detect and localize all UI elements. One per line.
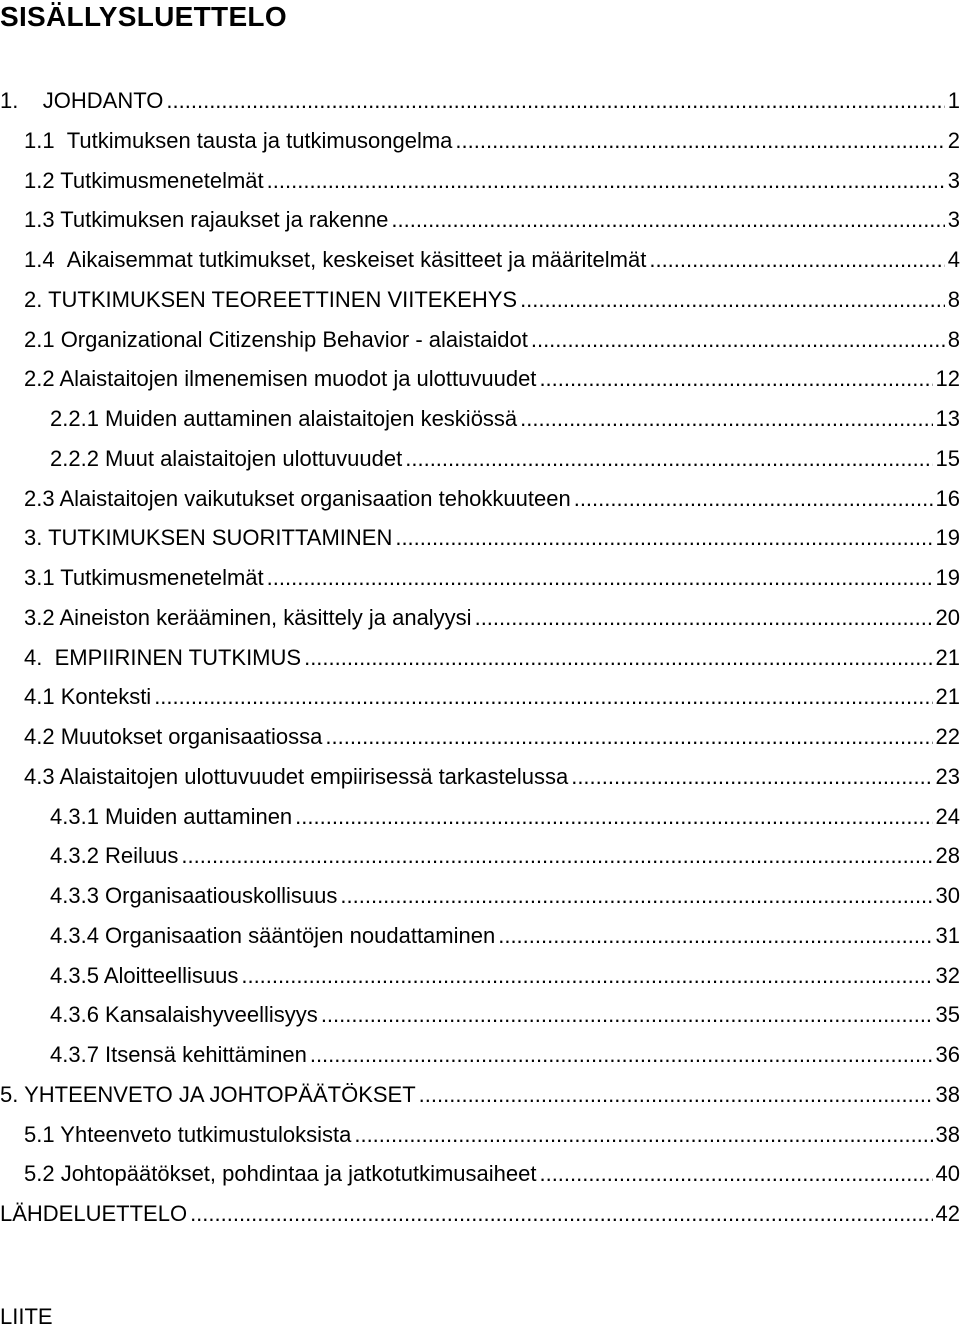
- toc-entry-line: [0, 1201, 960, 1227]
- toc-entry-line: [50, 446, 960, 472]
- toc-dot-leader: [304, 645, 932, 671]
- toc-dot-leader: [539, 1161, 932, 1187]
- toc-entry-title: 4. EMPIIRINEN TUTKIMUS: [24, 644, 302, 670]
- toc-entry-page-number: 19: [935, 565, 960, 590]
- toc-entry-page-number: 28: [935, 843, 960, 869]
- toc-entry[interactable]: [0, 1075, 960, 1115]
- toc-entry-line: [24, 128, 960, 154]
- toc-entry-title: 3.1 Tutkimusmenetelmät: [24, 565, 264, 590]
- toc-entry-line: [24, 525, 960, 551]
- toc-entry-title: 1.2 Tutkimusmenetelmät: [24, 167, 264, 193]
- toc-dot-leader: [520, 287, 945, 313]
- toc-entry-title: 4.3.4 Organisaation sääntöjen noudattaminen: [50, 922, 496, 948]
- page-title: SISÄLLYSLUETTELO: [0, 1, 287, 32]
- toc-entry[interactable]: [0, 518, 960, 558]
- toc-entry-page-number: 38: [935, 1081, 960, 1107]
- toc-entry-line: [24, 366, 960, 392]
- toc-dot-leader: [354, 1122, 932, 1148]
- toc-entry-page-number: 1: [947, 88, 960, 113]
- toc-entry-title: 2.2.1 Muiden auttaminen alaistaitojen keskiössä: [50, 406, 518, 431]
- toc-entry[interactable]: [0, 320, 960, 360]
- toc-dot-leader: [321, 1002, 933, 1028]
- toc-entry-line: [24, 287, 960, 313]
- toc-entry-page-number: 22: [935, 724, 960, 749]
- toc-entry-page-number: 19: [935, 525, 960, 551]
- toc-dot-leader: [295, 804, 932, 830]
- toc-entry[interactable]: [0, 757, 960, 797]
- toc-entry-page-number: 12: [935, 366, 960, 392]
- toc-entry[interactable]: [0, 399, 960, 439]
- toc-entry-page-number: 8: [947, 326, 960, 352]
- toc-dot-leader: [267, 168, 945, 194]
- toc-dot-leader: [395, 525, 932, 551]
- toc-dot-leader: [181, 843, 932, 869]
- toc-dot-leader: [325, 724, 932, 750]
- toc-entry-line: [24, 207, 960, 233]
- toc-entry-line: [50, 923, 960, 949]
- toc-entry-line: [50, 963, 960, 989]
- toc-dot-leader: [241, 963, 932, 989]
- toc-dot-leader: [455, 128, 944, 154]
- toc-entry-title: 4.3.6 Kansalaishyveellisyys: [50, 1002, 318, 1028]
- toc-entry-line: [24, 486, 960, 512]
- toc-entry-title: 4.3.3 Organisaatiouskollisuus: [50, 883, 338, 908]
- toc-entry-page-number: 24: [935, 803, 960, 829]
- toc-dot-leader: [539, 366, 932, 392]
- toc-entry[interactable]: [0, 876, 960, 916]
- toc-entry-title: 4.3.7 Itsensä kehittäminen: [50, 1042, 307, 1067]
- toc-dot-leader: [419, 1082, 933, 1108]
- toc-dot-leader: [649, 247, 944, 273]
- toc-entry-line: [24, 327, 960, 353]
- toc-entry-title: 3. TUTKIMUKSEN SUORITTAMINEN: [24, 525, 393, 551]
- toc-entry-page-number: 30: [935, 883, 960, 908]
- toc-entry-line: [24, 168, 960, 194]
- toc-entry-line: [50, 406, 960, 432]
- toc-entry-title: 4.2 Muutokset organisaatiossa: [24, 724, 323, 749]
- toc-entry[interactable]: [0, 1115, 960, 1155]
- toc-entry[interactable]: [0, 677, 960, 717]
- toc-entry[interactable]: [0, 240, 960, 280]
- toc-entry[interactable]: [0, 200, 960, 240]
- toc-entry-line: [50, 1002, 960, 1028]
- toc-entry-title: 2.2.2 Muut alaistaitojen ulottuvuudet: [50, 445, 403, 471]
- toc-dot-leader: [267, 565, 933, 591]
- toc-entry-page-number: 21: [935, 684, 960, 710]
- appendix-label: LIITE: [0, 1304, 53, 1329]
- toc-dot-leader: [498, 923, 932, 949]
- toc-entry-title: 2.2 Alaistaitojen ilmenemisen muodot ja ulottuvuudet: [24, 366, 537, 392]
- toc-entry-title: 4.3.5 Aloitteellisuus: [50, 962, 239, 988]
- toc-entry-title: 5.2 Johtopäätökset, pohdintaa ja jatkotutkimusaiheet: [24, 1161, 537, 1187]
- toc-dot-leader: [166, 88, 944, 114]
- toc-entry-title: 4.3.2 Reiluus: [50, 843, 179, 869]
- toc-entry-title: 2. TUTKIMUKSEN TEOREETTINEN VIITEKEHYS: [24, 286, 518, 312]
- toc-entry-title: 1.4 Aikaisemmat tutkimukset, keskeiset käsitteet ja määritelmät: [24, 247, 647, 272]
- toc-entry-line: [24, 1161, 960, 1187]
- toc-entry-title: 2.3 Alaistaitojen vaikutukset organisaation tehokkuuteen: [24, 485, 571, 511]
- toc-entry-page-number: 35: [935, 1002, 960, 1028]
- toc-dot-leader: [574, 486, 933, 512]
- toc-entry[interactable]: [0, 1194, 960, 1234]
- toc-dot-leader: [340, 883, 932, 909]
- toc-entry-page-number: 31: [935, 922, 960, 948]
- toc-entry-page-number: 23: [935, 763, 960, 789]
- toc-dot-leader: [405, 446, 932, 472]
- toc-entry[interactable]: [0, 995, 960, 1035]
- toc-entry-page-number: 40: [935, 1161, 960, 1187]
- toc-dot-leader: [531, 327, 945, 353]
- toc-dot-leader: [475, 605, 933, 631]
- toc-entry-title: 1.1 Tutkimuksen tausta ja tutkimusongelma: [24, 127, 453, 153]
- toc-entry-line: [24, 247, 960, 273]
- toc-entry-page-number: 3: [947, 207, 960, 233]
- toc-entry-title: 4.3 Alaistaitojen ulottuvuudet empiirisessä tarkastelussa: [24, 763, 569, 789]
- toc-entry-title: LÄHDELUETTELO: [0, 1201, 188, 1226]
- toc-entry-page-number: 36: [935, 1042, 960, 1067]
- toc-entry-line: [50, 843, 960, 869]
- toc-entry[interactable]: [0, 717, 960, 757]
- toc-entry-line: [0, 88, 960, 114]
- toc-entry-title: 5. YHTEENVETO JA JOHTOPÄÄTÖKSET: [0, 1081, 416, 1107]
- toc-entry[interactable]: [0, 1154, 960, 1194]
- toc-entry-line: [50, 804, 960, 830]
- toc-entry[interactable]: [0, 916, 960, 956]
- toc-entry[interactable]: [0, 121, 960, 161]
- toc-entry-title: 5.1 Yhteenveto tutkimustuloksista: [24, 1121, 352, 1147]
- toc-entry-line: [24, 605, 960, 631]
- toc-entry[interactable]: [0, 638, 960, 678]
- toc-entry-page-number: 8: [947, 286, 960, 312]
- toc-entry[interactable]: [0, 81, 960, 121]
- toc-entry-page-number: 42: [935, 1201, 960, 1226]
- toc-entry-page-number: 4: [947, 247, 960, 272]
- toc-entry-line: [50, 883, 960, 909]
- toc-entry[interactable]: [0, 280, 960, 320]
- toc-entry-title: 2.1 Organizational Citizenship Behavior - alaistaidot: [24, 326, 528, 352]
- toc-entry-title: 4.1 Konteksti: [24, 684, 152, 710]
- toc-entry-page-number: 32: [935, 962, 960, 988]
- toc-entry-line: [24, 565, 960, 591]
- toc-entry-line: [24, 684, 960, 710]
- toc-entry-page-number: 20: [935, 604, 960, 630]
- toc-entry[interactable]: [0, 956, 960, 996]
- toc-entry-line: [24, 764, 960, 790]
- toc-dot-leader: [391, 207, 944, 233]
- toc-entry-title: 1.3 Tutkimuksen rajaukset ja rakenne: [24, 207, 389, 233]
- table-of-contents: [0, 81, 960, 1234]
- toc-entry-title: 3.2 Aineiston kerääminen, käsittely ja analyysi: [24, 604, 472, 630]
- toc-entry-page-number: 3: [947, 167, 960, 193]
- toc-entry[interactable]: [0, 439, 960, 479]
- toc-dot-leader: [520, 406, 932, 432]
- toc-entry[interactable]: [0, 359, 960, 399]
- toc-entry[interactable]: [0, 836, 960, 876]
- toc-entry-page-number: 2: [947, 127, 960, 153]
- toc-entry-line: [50, 1042, 960, 1068]
- toc-entry[interactable]: [0, 161, 960, 201]
- toc-entry-title: 1. JOHDANTO: [0, 88, 164, 113]
- toc-entry-title: 4.3.1 Muiden auttaminen: [50, 803, 293, 829]
- toc-entry[interactable]: [0, 598, 960, 638]
- toc-entry[interactable]: [0, 558, 960, 598]
- toc-entry[interactable]: [0, 479, 960, 519]
- toc-entry-page-number: 21: [935, 644, 960, 670]
- toc-entry-line: [24, 645, 960, 671]
- toc-entry[interactable]: [0, 797, 960, 837]
- toc-entry-page-number: 38: [935, 1121, 960, 1147]
- toc-entry-line: [24, 1122, 960, 1148]
- toc-dot-leader: [190, 1201, 932, 1227]
- toc-dot-leader: [310, 1042, 933, 1068]
- toc-entry-page-number: 16: [935, 485, 960, 511]
- toc-entry[interactable]: [0, 1035, 960, 1075]
- toc-dot-leader: [571, 764, 932, 790]
- toc-dot-leader: [154, 684, 932, 710]
- toc-entry-line: [24, 724, 960, 750]
- toc-entry-page-number: 15: [935, 445, 960, 471]
- toc-entry-page-number: 13: [935, 406, 960, 431]
- toc-entry-line: [0, 1082, 960, 1108]
